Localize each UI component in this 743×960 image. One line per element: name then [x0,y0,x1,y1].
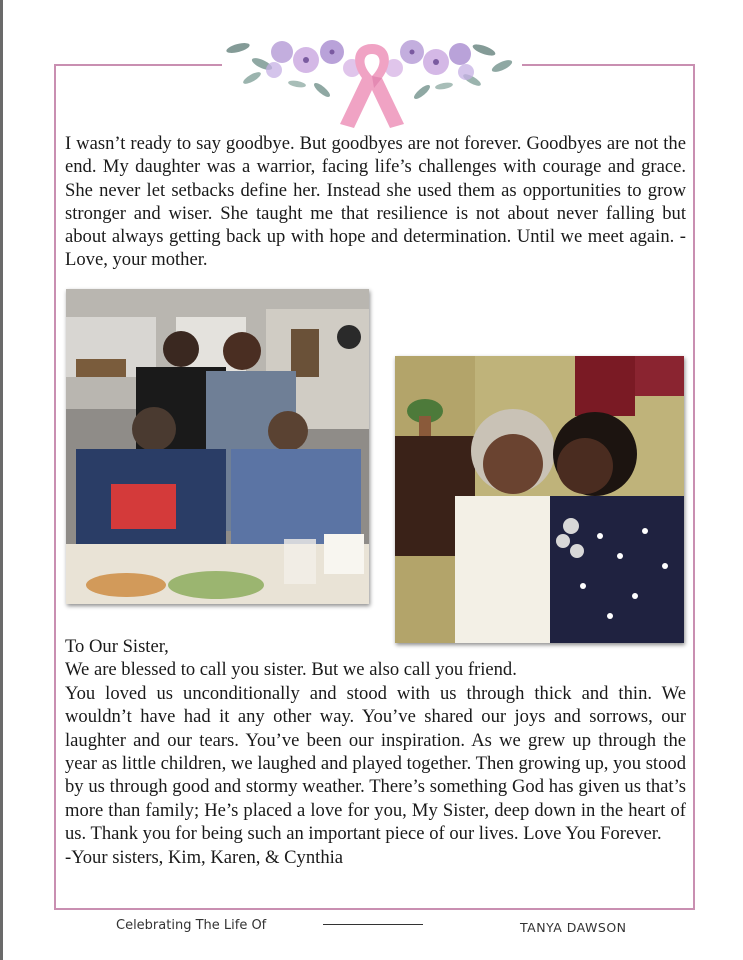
sisters-tribute [65,635,686,869]
pink-ribbon-icon [340,44,404,128]
family-group-photo [66,289,369,604]
footer-celebrating-label: Celebrating The Life Of [116,918,267,933]
sister-greeting: To Our Sister, [65,636,169,657]
mother-kiss-photo [395,356,684,643]
footer-name: TANYA DAWSON [520,920,627,935]
sister-line: We are blessed to call you sister. But we also call you friend. [65,659,517,681]
page-edge [0,0,3,960]
mother-tribute-text: I wasn’t ready to say goodbye. But goodbyes are not forever. Goodbyes are not the end. My daughter was a warrior, facing life’s challenges with courage and grace. She never let setbacks define her. Instead she used them as opportunities to grow stronger and wiser. She taught me that resilience is not about never falling but about always getting back up with hope and determination. Until we meet again. -Love, your mother. [65,133,686,271]
floral-ribbon-header [222,38,522,130]
footer-divider [323,924,423,925]
sister-body: You loved us unconditionally and stood with us through thick and thin. We wouldn’t have had it any other way. You’ve shared our joys and sorrows, our laughter and our tears. You’ve been our inspiration. As we grew up through the year as little children, we laughed and played together. Then growing up, you stood by us through good and stormy weather. There’s something God has given us that’s more than family; He’s placed a love for you, My Sister, deep down in the heart of us. Thank you for being such an important piece of our lives. Love You Forever. [65,682,686,845]
sister-signoff: -Your sisters, Kim, Karen, & Cynthia [65,846,344,868]
